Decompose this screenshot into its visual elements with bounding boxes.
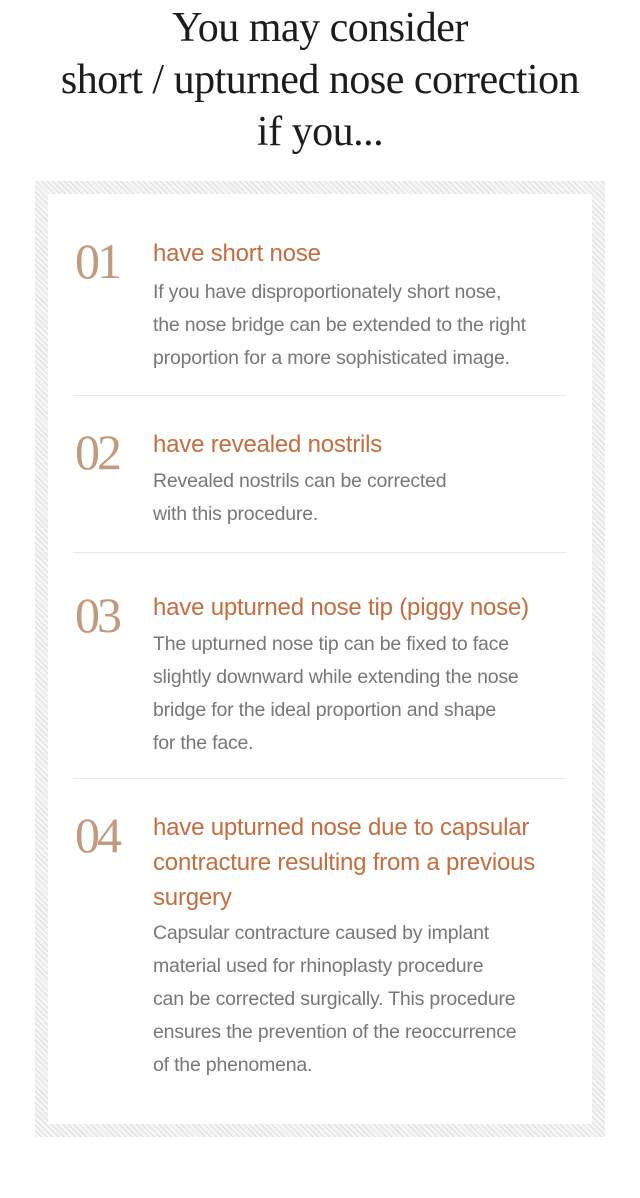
list-item	[73, 807, 566, 1090]
list-item	[73, 233, 566, 386]
item-number: 03	[75, 587, 119, 643]
title-line: You may consider	[172, 5, 468, 51]
item-heading: have revealed nostrils	[153, 431, 383, 458]
divider	[73, 395, 566, 396]
item-description: Revealed nostrils can be corrected with this procedure.	[153, 470, 447, 525]
list-frame	[35, 181, 605, 1137]
title-line: short / upturned nose correction	[60, 57, 580, 103]
divider	[73, 552, 566, 553]
page-title	[0, 2, 640, 158]
item-heading: have upturned nose due to capsular contracture resulting from a previous surgery	[153, 814, 536, 911]
title-line: if you...	[256, 109, 384, 155]
item-description: If you have disproportionately short nose, the nose bridge can be extended to the right proportion for a more sophisticated image.	[153, 281, 526, 369]
item-number: 01	[75, 233, 119, 289]
divider	[73, 778, 566, 779]
list-item	[73, 587, 566, 760]
list-card	[48, 194, 592, 1124]
item-heading: have upturned nose tip (piggy nose)	[153, 594, 529, 621]
item-description: The upturned nose tip can be fixed to face slightly downward while extending the nose bridge for the ideal proportion and shape for the face.	[153, 633, 519, 754]
item-description: Capsular contracture caused by implant material used for rhinoplasty procedure can be corrected surgically. This procedure ensures the prevention of the reoccurrence of the phenomena.	[153, 922, 517, 1076]
list-item	[73, 424, 566, 537]
item-heading: have short nose	[153, 240, 321, 267]
item-number: 04	[75, 807, 119, 863]
item-number: 02	[75, 424, 119, 480]
